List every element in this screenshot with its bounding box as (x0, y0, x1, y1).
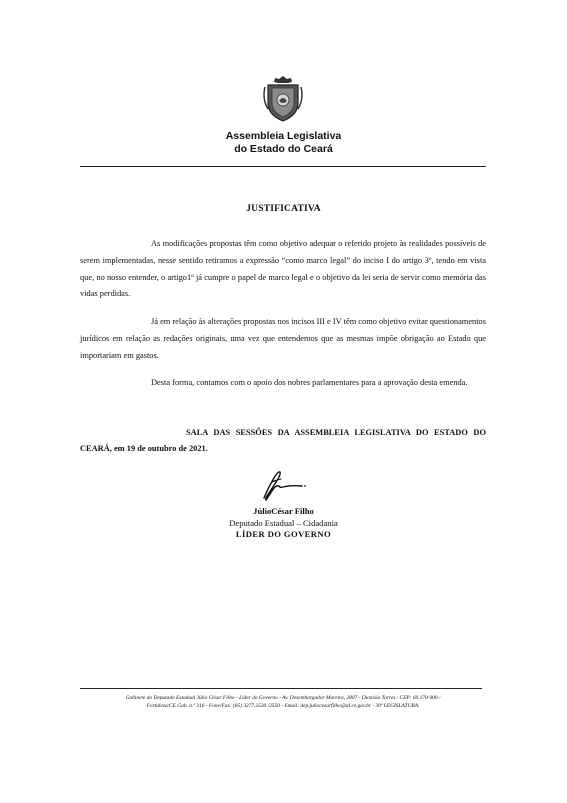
organization-name-line1: Assembleia Legislativa (225, 130, 342, 142)
paragraph-2: Já em relação às alterações propostas nos incisos III e IV têm como objetivo evitar questionamentos jurídicos em relação as redações originais, uma vez que entendemos que as mesmas impõe obrigação ao Estado que importariam em gastos. (80, 317, 486, 360)
signatory-role: Deputado Estadual – Cidadania (229, 518, 338, 528)
signatory-title: LÍDER DO GOVERNO (235, 529, 332, 539)
organization-name-line2: do Estado do Ceará (234, 143, 333, 155)
handwritten-signature-icon (250, 466, 312, 504)
footer-line-1: Gabinete do Deputado Estadual Júlio César Filho - Líder do Governo - Av. Desembargador Moreira, 2807 - Dionísio Torres / CEP: 60.170-900 / (125, 695, 441, 701)
paragraph-1: As modificações propostas têm como objetivo adequar o referido projeto às realidades possíveis de serem implementadas, nesse sentido retiramos a expressão “como marco legal” do inciso I do artigo 3º, tendo em vista que, no nosso entender, o artigo1º já cumpre o papel de marco legal e o objetivo da lei seria de servir como memória das vidas perdidas. (80, 239, 486, 299)
footer-line-2: Fortaleza/CE Gab. n.º 316 - Fone/Fax: (85) 3277.2530 /2550 - Email: dep.juliocesarfilho@al.ce.gov.br - 30ª LEGISLATURA. (146, 703, 420, 709)
document-heading: JUSTIFICATIVA (246, 204, 321, 214)
footer (70, 694, 496, 710)
signatory-name: JúlioCésar Filho (253, 506, 314, 516)
closing-statement: SALA DAS SESSÕES DA ASSEMBLEIA LEGISLATIVA DO ESTADO DO CEARÁ, em 19 de outubro de 2021. (80, 428, 486, 453)
footer-divider (80, 688, 482, 689)
header-divider (80, 166, 486, 167)
paragraph-3: Desta forma, contamos com o apoio dos nobres parlamentares para a aprovação desta emenda. (151, 378, 468, 387)
state-coat-of-arms-icon (262, 75, 304, 123)
